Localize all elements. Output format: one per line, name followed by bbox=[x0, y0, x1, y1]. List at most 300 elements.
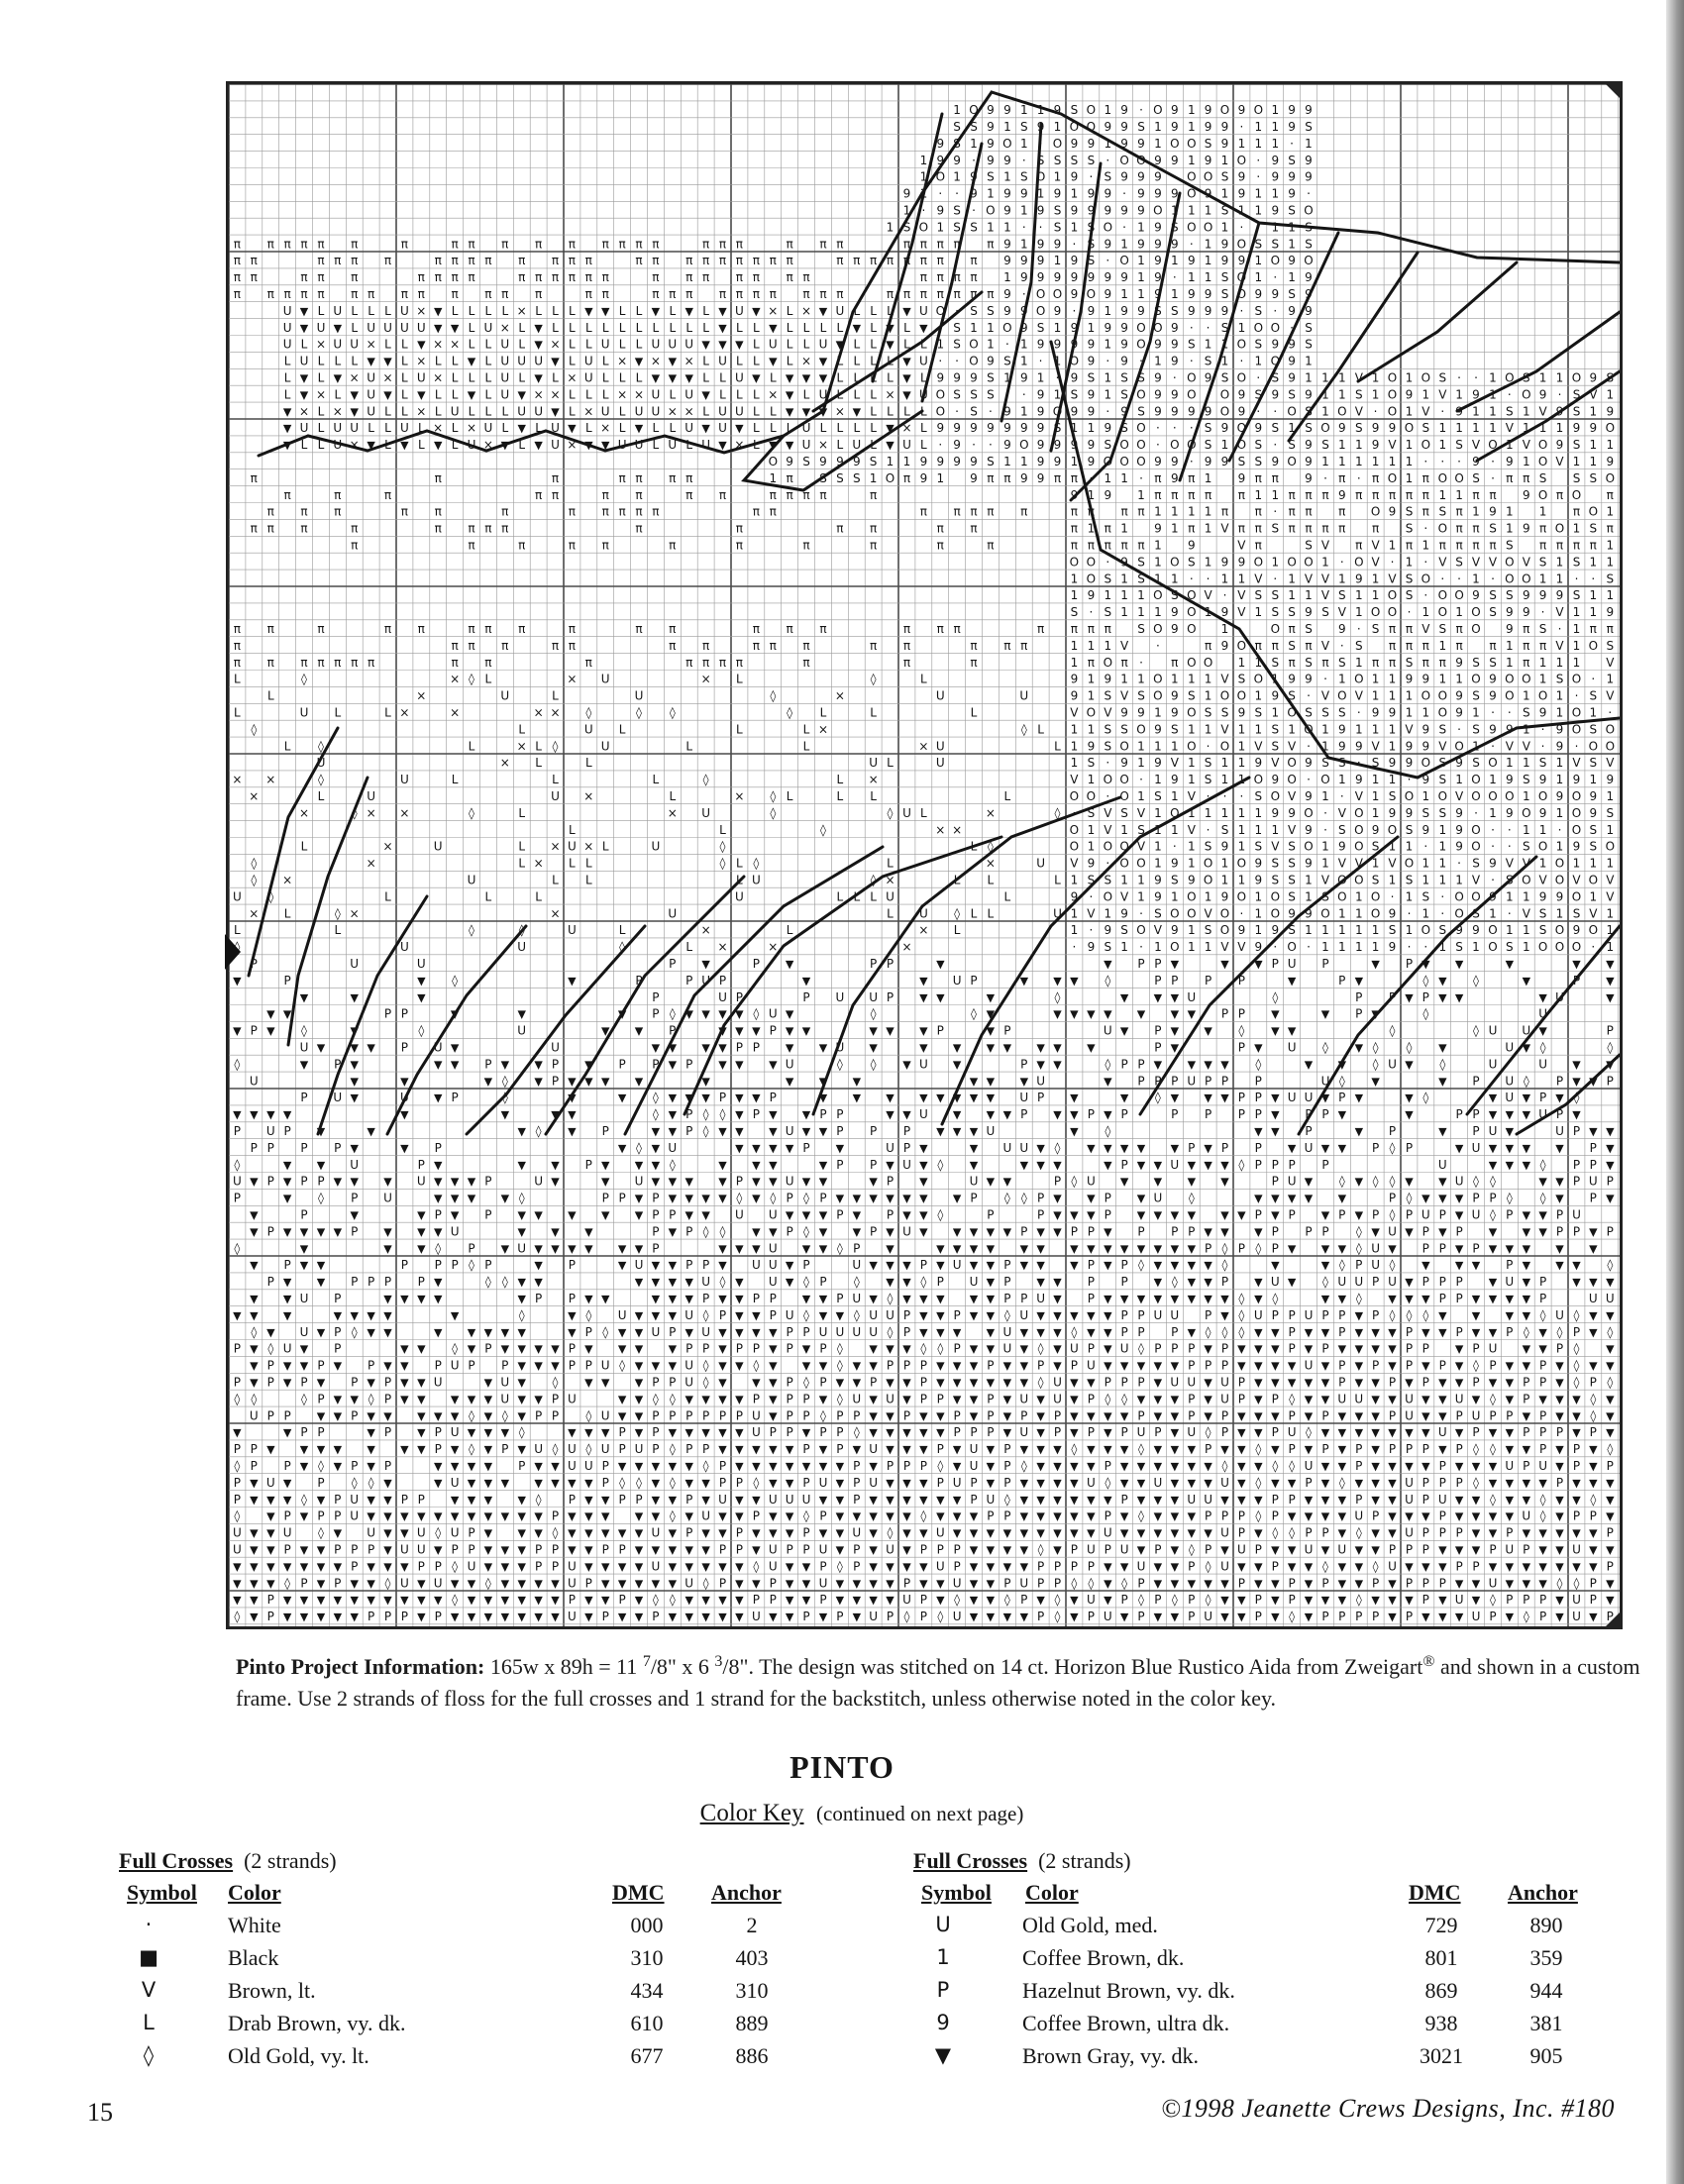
svg-text:π: π bbox=[902, 237, 911, 252]
svg-text:S: S bbox=[1405, 572, 1414, 586]
svg-text:▼: ▼ bbox=[952, 1393, 962, 1406]
svg-text:S: S bbox=[1170, 303, 1179, 318]
svg-text:V: V bbox=[1555, 605, 1564, 620]
svg-text:▼: ▼ bbox=[785, 405, 794, 419]
svg-text:▼: ▼ bbox=[450, 321, 460, 335]
svg-text:9: 9 bbox=[1254, 940, 1263, 955]
svg-text:▼: ▼ bbox=[801, 1560, 811, 1574]
svg-text:L: L bbox=[853, 370, 861, 385]
svg-text:◊: ◊ bbox=[719, 1107, 726, 1122]
svg-text:P: P bbox=[1489, 1408, 1497, 1423]
svg-text:P: P bbox=[1472, 1425, 1480, 1440]
svg-text:×: × bbox=[366, 337, 376, 352]
svg-text:▼: ▼ bbox=[969, 1543, 979, 1557]
svg-text:P: P bbox=[836, 1425, 844, 1440]
svg-text:π: π bbox=[1523, 622, 1530, 636]
svg-text:π: π bbox=[1254, 638, 1262, 653]
svg-text:π: π bbox=[334, 254, 342, 268]
svg-text:▼: ▼ bbox=[735, 1141, 744, 1155]
svg-text:▼: ▼ bbox=[1104, 1293, 1112, 1305]
svg-text:V: V bbox=[1254, 572, 1263, 586]
svg-text:O: O bbox=[1571, 822, 1582, 837]
svg-text:×: × bbox=[901, 940, 912, 955]
svg-text:O: O bbox=[1035, 169, 1046, 184]
svg-text:▼: ▼ bbox=[1606, 1192, 1615, 1205]
svg-text:9: 9 bbox=[970, 455, 978, 468]
svg-text:▼: ▼ bbox=[1421, 958, 1430, 971]
svg-text:1: 1 bbox=[1405, 839, 1414, 854]
svg-text:U: U bbox=[718, 421, 727, 436]
svg-text:▼: ▼ bbox=[668, 371, 678, 385]
svg-text:1: 1 bbox=[1354, 906, 1363, 921]
svg-text:U: U bbox=[651, 839, 661, 854]
svg-text:L: L bbox=[887, 404, 894, 419]
svg-text:▼: ▼ bbox=[818, 1041, 828, 1055]
svg-text:P: P bbox=[701, 1408, 710, 1423]
svg-text:▼: ▼ bbox=[266, 1526, 275, 1540]
svg-text:P: P bbox=[584, 1358, 592, 1373]
svg-text:▼: ▼ bbox=[1522, 1409, 1531, 1423]
svg-text:▼: ▼ bbox=[1471, 1393, 1481, 1406]
svg-text:·: · bbox=[1457, 455, 1462, 468]
svg-text:9: 9 bbox=[1104, 923, 1112, 938]
svg-text:◊: ◊ bbox=[702, 1224, 709, 1239]
svg-text:▼: ▼ bbox=[350, 1075, 359, 1089]
svg-text:▼: ▼ bbox=[735, 1308, 744, 1322]
svg-text:1: 1 bbox=[1405, 705, 1414, 720]
svg-text:▼: ▼ bbox=[367, 1308, 375, 1322]
svg-text:·: · bbox=[1491, 839, 1495, 854]
svg-text:·: · bbox=[1239, 789, 1244, 803]
svg-text:O: O bbox=[1370, 906, 1381, 921]
svg-text:O: O bbox=[1187, 438, 1197, 453]
svg-text:U: U bbox=[1253, 1307, 1263, 1322]
svg-text:9: 9 bbox=[953, 455, 961, 468]
svg-text:▼: ▼ bbox=[551, 1359, 560, 1373]
svg-text:·: · bbox=[1105, 404, 1110, 419]
svg-text:▼: ▼ bbox=[1153, 1376, 1163, 1390]
svg-text:·: · bbox=[988, 438, 993, 453]
svg-text:▼: ▼ bbox=[1136, 1192, 1146, 1205]
svg-text:U: U bbox=[1371, 1258, 1380, 1273]
svg-text:9: 9 bbox=[1036, 203, 1045, 218]
svg-text:▼: ▼ bbox=[433, 439, 443, 453]
svg-text:◊: ◊ bbox=[1473, 1023, 1479, 1038]
svg-text:◊: ◊ bbox=[669, 1475, 676, 1490]
svg-text:S: S bbox=[1104, 605, 1112, 620]
svg-text:U: U bbox=[1572, 1593, 1581, 1608]
svg-text:S: S bbox=[1354, 421, 1363, 436]
svg-text:×: × bbox=[533, 856, 544, 871]
svg-text:▼: ▼ bbox=[785, 1141, 794, 1155]
svg-text:1: 1 bbox=[1305, 354, 1313, 368]
svg-text:U: U bbox=[1087, 1358, 1096, 1373]
svg-text:▼: ▼ bbox=[818, 304, 828, 318]
svg-text:◊: ◊ bbox=[836, 1341, 843, 1356]
svg-text:P: P bbox=[1305, 1107, 1313, 1122]
svg-text:◊: ◊ bbox=[1372, 1174, 1379, 1189]
svg-text:L: L bbox=[368, 421, 374, 436]
svg-text:▼: ▼ bbox=[534, 1242, 543, 1256]
svg-text:▼: ▼ bbox=[584, 1493, 593, 1507]
svg-text:P: P bbox=[1523, 1375, 1530, 1390]
svg-text:P: P bbox=[601, 1124, 609, 1138]
svg-text:▼: ▼ bbox=[634, 1158, 644, 1172]
svg-text:▼: ▼ bbox=[952, 1526, 962, 1540]
svg-text:▼: ▼ bbox=[500, 439, 510, 453]
svg-text:×: × bbox=[533, 387, 544, 402]
svg-text:9: 9 bbox=[1538, 705, 1547, 720]
svg-text:π: π bbox=[919, 270, 928, 285]
svg-text:▼: ▼ bbox=[1187, 1460, 1197, 1473]
svg-text:▼: ▼ bbox=[1488, 1560, 1498, 1574]
svg-text:▼: ▼ bbox=[1505, 1426, 1515, 1440]
svg-text:9: 9 bbox=[953, 370, 961, 385]
svg-text:O: O bbox=[1522, 873, 1531, 887]
svg-text:◊: ◊ bbox=[1556, 1324, 1563, 1339]
svg-text:1: 1 bbox=[1522, 722, 1530, 737]
svg-text:9: 9 bbox=[1271, 805, 1280, 820]
svg-text:×: × bbox=[382, 370, 393, 385]
svg-text:1: 1 bbox=[1337, 387, 1346, 402]
svg-text:▼: ▼ bbox=[1271, 1092, 1280, 1105]
svg-text:π: π bbox=[334, 504, 342, 519]
svg-text:▼: ▼ bbox=[1036, 1509, 1045, 1523]
svg-text:S: S bbox=[1053, 220, 1062, 235]
svg-text:U: U bbox=[1087, 1593, 1096, 1608]
svg-text:▼: ▼ bbox=[1036, 1041, 1045, 1055]
svg-text:▼: ▼ bbox=[818, 1158, 828, 1172]
svg-text:▼: ▼ bbox=[1136, 1543, 1146, 1557]
svg-text:◊: ◊ bbox=[1238, 1157, 1245, 1172]
svg-text:▼: ▼ bbox=[735, 1125, 744, 1138]
svg-text:U: U bbox=[1454, 1392, 1464, 1406]
svg-text:▼: ▼ bbox=[1254, 1577, 1263, 1591]
svg-text:1: 1 bbox=[1170, 521, 1179, 536]
svg-text:O: O bbox=[1187, 622, 1197, 636]
svg-text:▼: ▼ bbox=[1104, 1443, 1112, 1457]
svg-text:·: · bbox=[1390, 889, 1395, 904]
svg-text:1: 1 bbox=[1305, 588, 1313, 603]
svg-text:1: 1 bbox=[1254, 270, 1263, 285]
svg-text:▼: ▼ bbox=[969, 1342, 979, 1356]
svg-text:O: O bbox=[1571, 672, 1582, 686]
svg-text:P: P bbox=[1036, 1559, 1045, 1574]
svg-text:▼: ▼ bbox=[617, 1577, 627, 1591]
svg-text:π: π bbox=[1338, 470, 1346, 485]
svg-text:▼: ▼ bbox=[1187, 1242, 1197, 1256]
svg-text:▼: ▼ bbox=[1471, 1293, 1481, 1305]
svg-text:▼: ▼ bbox=[517, 1359, 526, 1373]
svg-text:▼: ▼ bbox=[718, 321, 727, 335]
svg-text:1: 1 bbox=[1321, 404, 1329, 419]
svg-text:π: π bbox=[1188, 487, 1196, 502]
svg-text:▼: ▼ bbox=[651, 1476, 661, 1490]
svg-text:▼: ▼ bbox=[367, 1460, 375, 1473]
svg-text:·: · bbox=[1139, 354, 1143, 368]
svg-text:1: 1 bbox=[1187, 940, 1196, 955]
svg-text:P: P bbox=[1371, 1576, 1380, 1591]
svg-text:P: P bbox=[1254, 1140, 1262, 1155]
svg-text:S: S bbox=[1354, 387, 1363, 402]
svg-text:9: 9 bbox=[1388, 756, 1397, 771]
svg-text:◊: ◊ bbox=[1372, 1559, 1379, 1574]
svg-text:S: S bbox=[1405, 521, 1414, 536]
svg-text:P: P bbox=[1220, 1508, 1229, 1523]
svg-text:▼: ▼ bbox=[752, 1543, 761, 1557]
svg-text:◊: ◊ bbox=[501, 1408, 508, 1423]
svg-text:π: π bbox=[718, 487, 727, 502]
svg-text:▼: ▼ bbox=[233, 1594, 242, 1608]
svg-text:P: P bbox=[400, 1040, 409, 1055]
svg-text:π: π bbox=[936, 521, 944, 536]
svg-text:U: U bbox=[768, 337, 778, 352]
svg-text:1: 1 bbox=[1421, 873, 1430, 887]
svg-text:▼: ▼ bbox=[1438, 1308, 1447, 1322]
svg-text:1: 1 bbox=[1220, 856, 1229, 871]
svg-text:9: 9 bbox=[1388, 705, 1397, 720]
svg-text:P: P bbox=[1087, 1224, 1096, 1239]
svg-text:L: L bbox=[552, 370, 559, 385]
svg-text:P: P bbox=[400, 1492, 409, 1507]
svg-text:9: 9 bbox=[1070, 889, 1079, 904]
svg-text:▼: ▼ bbox=[1488, 1293, 1498, 1305]
svg-text:P: P bbox=[1455, 1224, 1463, 1239]
svg-text:◊: ◊ bbox=[418, 1023, 425, 1038]
svg-text:▼: ▼ bbox=[969, 1509, 979, 1523]
svg-text:π: π bbox=[735, 538, 744, 553]
svg-text:L: L bbox=[652, 421, 660, 436]
svg-text:O: O bbox=[1387, 605, 1398, 620]
svg-text:▼: ▼ bbox=[986, 1024, 996, 1038]
svg-text:U: U bbox=[684, 1307, 694, 1322]
svg-text:U: U bbox=[350, 1492, 360, 1507]
svg-text:1: 1 bbox=[1254, 120, 1263, 134]
svg-text:▼: ▼ bbox=[1087, 1493, 1096, 1507]
svg-text:·: · bbox=[1407, 906, 1412, 921]
svg-text:9: 9 bbox=[1154, 153, 1162, 167]
svg-text:▼: ▼ bbox=[684, 1293, 693, 1305]
svg-text:P: P bbox=[1036, 1207, 1045, 1222]
svg-text:O: O bbox=[1103, 220, 1113, 235]
svg-text:▼: ▼ bbox=[818, 371, 828, 385]
svg-text:S: S bbox=[1120, 722, 1128, 737]
svg-text:S: S bbox=[1288, 203, 1296, 218]
svg-text:▼: ▼ bbox=[634, 1594, 644, 1608]
svg-text:P: P bbox=[869, 1375, 878, 1390]
svg-text:◊: ◊ bbox=[753, 856, 760, 871]
svg-text:▼: ▼ bbox=[818, 1225, 828, 1239]
svg-text:L: L bbox=[552, 688, 559, 703]
svg-text:▼: ▼ bbox=[299, 1225, 309, 1239]
svg-text:▼: ▼ bbox=[1606, 1342, 1615, 1356]
svg-text:9: 9 bbox=[1137, 136, 1145, 151]
svg-text:P: P bbox=[1237, 1241, 1246, 1256]
svg-text:9: 9 bbox=[1337, 722, 1346, 737]
svg-text:U: U bbox=[919, 1107, 928, 1122]
svg-text:P: P bbox=[752, 1107, 761, 1122]
svg-text:L: L bbox=[601, 839, 609, 854]
svg-text:O: O bbox=[1170, 438, 1180, 453]
svg-text:L: L bbox=[736, 873, 743, 887]
svg-text:9: 9 bbox=[1489, 722, 1497, 737]
svg-text:L: L bbox=[853, 303, 861, 318]
svg-text:P: P bbox=[1237, 1006, 1246, 1021]
svg-text:·: · bbox=[1557, 387, 1562, 402]
svg-text:1: 1 bbox=[1254, 254, 1263, 268]
svg-text:9: 9 bbox=[970, 370, 978, 385]
svg-text:1: 1 bbox=[1003, 370, 1011, 385]
svg-text:▼: ▼ bbox=[818, 1308, 828, 1322]
svg-text:▼: ▼ bbox=[467, 1611, 476, 1624]
svg-text:P: P bbox=[869, 1224, 878, 1239]
svg-text:▼: ▼ bbox=[1220, 958, 1229, 971]
svg-text:P: P bbox=[1087, 1341, 1096, 1356]
svg-text:π: π bbox=[383, 254, 392, 268]
svg-text:P: P bbox=[1421, 1224, 1429, 1239]
svg-text:◊: ◊ bbox=[1020, 1191, 1027, 1205]
svg-text:L: L bbox=[317, 404, 325, 419]
svg-text:▼: ▼ bbox=[316, 1125, 326, 1138]
svg-text:V: V bbox=[1220, 722, 1229, 737]
svg-text:▼: ▼ bbox=[835, 1376, 845, 1390]
svg-text:9: 9 bbox=[1087, 203, 1096, 218]
svg-text:▼: ▼ bbox=[568, 1526, 577, 1540]
svg-text:▼: ▼ bbox=[1337, 1577, 1347, 1591]
svg-text:▼: ▼ bbox=[1337, 1293, 1347, 1305]
svg-text:S: S bbox=[852, 470, 861, 485]
svg-text:π: π bbox=[434, 504, 442, 519]
svg-text:◊: ◊ bbox=[836, 1392, 843, 1406]
svg-text:π: π bbox=[1070, 521, 1079, 536]
svg-text:▼: ▼ bbox=[584, 1543, 593, 1557]
svg-text:▼: ▼ bbox=[350, 1141, 359, 1155]
svg-text:L: L bbox=[753, 354, 760, 368]
svg-text:▼: ▼ bbox=[383, 388, 392, 402]
svg-text:·: · bbox=[1591, 940, 1596, 955]
svg-text:1: 1 bbox=[1154, 822, 1162, 837]
svg-text:▼: ▼ bbox=[551, 1225, 560, 1239]
svg-text:▼: ▼ bbox=[1036, 1594, 1045, 1608]
svg-text:S: S bbox=[970, 387, 978, 402]
svg-text:O: O bbox=[1170, 805, 1180, 820]
svg-text:▼: ▼ bbox=[1572, 1075, 1581, 1089]
svg-text:1: 1 bbox=[1555, 555, 1564, 570]
svg-text:▼: ▼ bbox=[383, 1242, 392, 1256]
svg-text:1: 1 bbox=[1321, 370, 1329, 385]
svg-text:▼: ▼ bbox=[584, 1293, 593, 1305]
svg-text:V: V bbox=[1606, 756, 1615, 771]
svg-text:▼: ▼ bbox=[986, 1308, 996, 1322]
svg-text:1: 1 bbox=[1271, 487, 1280, 502]
svg-text:▼: ▼ bbox=[1572, 1108, 1581, 1122]
svg-text:9: 9 bbox=[1555, 438, 1564, 453]
svg-text:▼: ▼ bbox=[1070, 1108, 1079, 1122]
svg-text:1: 1 bbox=[1154, 773, 1162, 787]
svg-text:1: 1 bbox=[1237, 722, 1246, 737]
svg-text:π: π bbox=[534, 287, 543, 301]
svg-text:P: P bbox=[685, 1525, 693, 1540]
svg-text:▼: ▼ bbox=[433, 1509, 443, 1523]
svg-text:π: π bbox=[1003, 638, 1011, 653]
svg-text:P: P bbox=[1137, 1074, 1145, 1089]
svg-text:1: 1 bbox=[1489, 387, 1497, 402]
svg-text:1: 1 bbox=[1087, 487, 1096, 502]
svg-text:1: 1 bbox=[1388, 672, 1397, 686]
svg-text:P: P bbox=[266, 1275, 274, 1290]
svg-text:S: S bbox=[1589, 722, 1598, 737]
svg-text:P: P bbox=[936, 1442, 944, 1457]
svg-text:U: U bbox=[568, 839, 577, 854]
svg-text:P: P bbox=[718, 1408, 727, 1423]
svg-text:O: O bbox=[1387, 404, 1398, 419]
svg-text:O: O bbox=[768, 455, 779, 468]
svg-text:S: S bbox=[1305, 538, 1313, 553]
svg-text:9: 9 bbox=[1237, 186, 1246, 201]
svg-text:U: U bbox=[869, 1442, 878, 1457]
svg-text:S: S bbox=[1589, 822, 1598, 837]
svg-text:O: O bbox=[1270, 320, 1281, 335]
svg-text:·: · bbox=[988, 404, 993, 419]
svg-text:P: P bbox=[1171, 1324, 1179, 1339]
svg-text:×: × bbox=[366, 805, 376, 820]
svg-text:P: P bbox=[1188, 1358, 1196, 1373]
svg-text:▼: ▼ bbox=[433, 1543, 443, 1557]
svg-text:P: P bbox=[1438, 1241, 1446, 1256]
svg-text:▼: ▼ bbox=[250, 1208, 259, 1222]
svg-text:·: · bbox=[1172, 270, 1177, 285]
svg-text:▼: ▼ bbox=[1002, 1560, 1012, 1574]
svg-text:U: U bbox=[768, 1258, 778, 1273]
svg-text:▼: ▼ bbox=[936, 1242, 945, 1256]
svg-text:9: 9 bbox=[1036, 421, 1045, 436]
svg-text:1: 1 bbox=[1154, 856, 1162, 871]
svg-text:1: 1 bbox=[1187, 839, 1196, 854]
svg-text:◊: ◊ bbox=[1238, 1292, 1245, 1305]
svg-text:9: 9 bbox=[1120, 337, 1128, 352]
svg-text:P: P bbox=[1572, 973, 1581, 988]
svg-text:▼: ▼ bbox=[1522, 1108, 1531, 1122]
svg-text:P: P bbox=[853, 1241, 861, 1256]
svg-text:P: P bbox=[250, 1459, 258, 1473]
svg-text:U: U bbox=[1019, 1392, 1029, 1406]
svg-text:O: O bbox=[1488, 940, 1498, 955]
svg-text:▼: ▼ bbox=[1119, 1024, 1129, 1038]
svg-text:1: 1 bbox=[1087, 722, 1096, 737]
svg-text:π: π bbox=[351, 655, 359, 670]
svg-text:S: S bbox=[1589, 688, 1598, 703]
svg-text:π: π bbox=[283, 487, 291, 502]
svg-text:◊: ◊ bbox=[1138, 1508, 1144, 1523]
svg-text:S: S bbox=[1489, 605, 1497, 620]
svg-text:1: 1 bbox=[1137, 605, 1145, 620]
svg-text:▼: ▼ bbox=[1304, 1393, 1314, 1406]
svg-text:◊: ◊ bbox=[1422, 1307, 1429, 1322]
svg-text:▼: ▼ bbox=[383, 1325, 392, 1339]
svg-text:▼: ▼ bbox=[1254, 1393, 1263, 1406]
svg-text:P: P bbox=[1254, 1207, 1262, 1222]
svg-text:O: O bbox=[1537, 940, 1548, 955]
svg-text:▼: ▼ bbox=[1204, 1476, 1212, 1490]
svg-text:1: 1 bbox=[1555, 906, 1564, 921]
svg-text:U: U bbox=[1036, 1292, 1045, 1305]
svg-text:O: O bbox=[1153, 688, 1163, 703]
svg-text:◊: ◊ bbox=[1071, 1174, 1078, 1189]
svg-text:◊: ◊ bbox=[1490, 1442, 1496, 1457]
svg-text:▼: ▼ bbox=[668, 1125, 678, 1138]
svg-text:S: S bbox=[1036, 320, 1045, 335]
svg-text:·: · bbox=[1155, 438, 1160, 453]
